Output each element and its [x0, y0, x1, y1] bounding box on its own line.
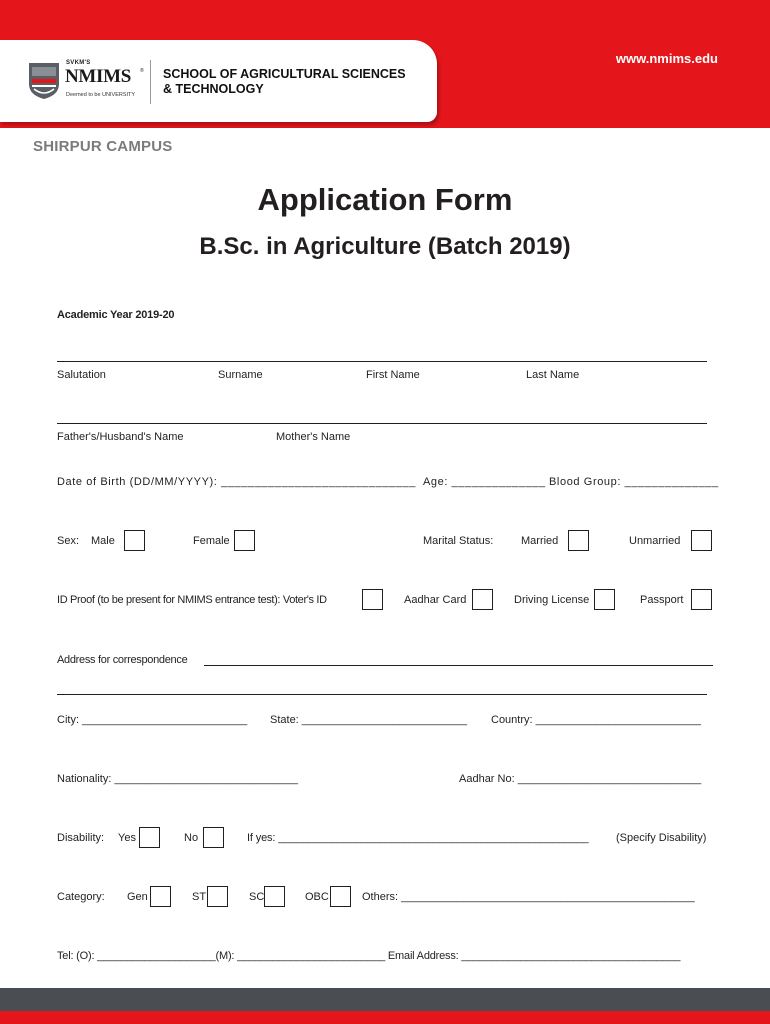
category-obc-checkbox[interactable] — [330, 886, 351, 907]
female-label: Female — [193, 535, 230, 547]
disability-yes-checkbox[interactable] — [139, 827, 160, 848]
male-label: Male — [91, 535, 115, 547]
surname-label: Surname — [218, 369, 263, 381]
marital-status-label: Marital Status: — [423, 535, 494, 547]
mother-name-label: Mother's Name — [276, 431, 351, 443]
disability-no-checkbox[interactable] — [203, 827, 224, 848]
logo-wordmark: NMIMS — [65, 66, 132, 87]
shield-icon — [28, 62, 60, 100]
nationality-field[interactable]: Nationality: ______________________________ — [57, 773, 299, 785]
header-divider — [150, 60, 151, 104]
driving-license-label: Driving License — [514, 594, 590, 606]
school-name-line1: SCHOOL OF AGRICULTURAL SCIENCES — [163, 67, 406, 81]
category-sc-label: SC — [249, 891, 265, 903]
page-subtitle: B.Sc. in Agriculture (Batch 2019) — [199, 233, 571, 260]
id-proof-label: ID Proof (to be present for NMIMS entrance test): Voter's ID — [57, 594, 327, 606]
unmarried-label: Unmarried — [629, 535, 681, 547]
first-name-label: First Name — [366, 369, 420, 381]
age-field[interactable]: Age: ______________ — [423, 476, 546, 488]
school-name-line2: & TECHNOLOGY — [163, 82, 264, 96]
passport-label: Passport — [640, 594, 684, 606]
logo-tagline: Deemed to be UNIVERSITY — [66, 92, 136, 98]
city-field[interactable]: City: ___________________________ — [57, 714, 248, 726]
aadhar-number-field[interactable]: Aadhar No: ______________________________ — [459, 773, 702, 785]
country-field[interactable]: Country: ___________________________ — [491, 714, 701, 726]
name-entry-line[interactable] — [57, 361, 707, 362]
category-st-label: ST — [192, 891, 207, 903]
footer-red-band — [0, 1011, 770, 1024]
aadhar-card-label: Aadhar Card — [404, 594, 467, 606]
disability-label: Disability: — [57, 832, 105, 844]
academic-year: Academic Year 2019-20 — [57, 309, 175, 321]
category-sc-checkbox[interactable] — [264, 886, 285, 907]
school-name — [163, 67, 433, 97]
passport-checkbox[interactable] — [691, 589, 712, 610]
page-title: Application Form — [257, 182, 513, 217]
disability-no-label: No — [184, 832, 199, 844]
category-gen-checkbox[interactable] — [150, 886, 171, 907]
address-entry-line-2[interactable] — [57, 694, 707, 695]
website-url[interactable]: www.nmims.edu — [615, 51, 718, 66]
category-label: Category: — [57, 891, 105, 903]
category-gen-label: Gen — [127, 891, 148, 903]
logo-svkm-text: SVKM'S — [66, 60, 91, 66]
contact-details-field[interactable]: Tel: (O): ____________________(M): _________________________ Email Address: _____________________________________ — [57, 950, 681, 962]
unmarried-checkbox[interactable] — [691, 530, 712, 551]
disability-yes-label: Yes — [118, 832, 136, 844]
disability-details-field[interactable]: If yes: ____________________________________________________ — [247, 832, 589, 844]
father-husband-name-label: Father's/Husband's Name — [57, 431, 184, 443]
female-checkbox[interactable] — [234, 530, 255, 551]
blood-group-field[interactable]: Blood Group: ______________ — [549, 476, 719, 488]
voters-id-checkbox[interactable] — [362, 589, 383, 610]
nmims-logo — [28, 60, 146, 102]
state-field[interactable]: State: ___________________________ — [270, 714, 467, 726]
category-st-checkbox[interactable] — [207, 886, 228, 907]
married-checkbox[interactable] — [568, 530, 589, 551]
address-entry-line-1[interactable] — [204, 665, 713, 666]
married-label: Married — [521, 535, 559, 547]
parent-name-entry-line[interactable] — [57, 423, 707, 424]
category-obc-label: OBC — [305, 891, 329, 903]
salutation-label: Salutation — [57, 369, 106, 381]
driving-license-checkbox[interactable] — [594, 589, 615, 610]
last-name-label: Last Name — [526, 369, 580, 381]
logo-registered-mark: ® — [140, 68, 144, 74]
sex-label: Sex: — [57, 535, 80, 547]
male-checkbox[interactable] — [124, 530, 145, 551]
aadhar-card-checkbox[interactable] — [472, 589, 493, 610]
date-of-birth-field[interactable]: Date of Birth (DD/MM/YYYY): _____________________________ — [57, 476, 416, 488]
campus-name: SHIRPUR CAMPUS — [33, 138, 173, 155]
specify-disability-hint: (Specify Disability) — [616, 832, 707, 844]
address-label: Address for correspondence — [57, 654, 188, 666]
footer-gray-band — [0, 988, 770, 1011]
category-others-field[interactable]: Others: ________________________________________________ — [362, 891, 695, 903]
